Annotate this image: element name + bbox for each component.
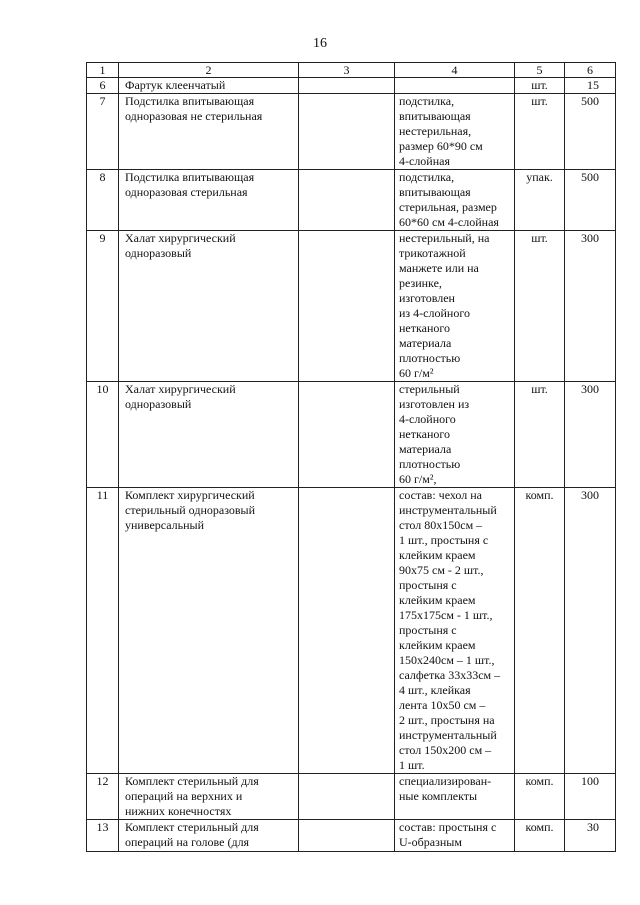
header-cell: 5 <box>515 63 565 78</box>
item-spec: специализирован- ные комплекты <box>395 774 515 820</box>
empty-cell <box>299 382 395 488</box>
item-spec: подстилка, впитывающая стерильная, размер 60*60 см 4-слойная <box>395 170 515 231</box>
empty-cell <box>299 774 395 820</box>
item-spec: стерильный изготовлен из 4-слойного нетканого материала плотностью 60 г/м², <box>395 382 515 488</box>
header-cell: 6 <box>565 63 616 78</box>
header-cell: 2 <box>119 63 299 78</box>
item-qty: 30 <box>565 820 616 852</box>
item-name: Комплект хирургический стерильный одноразовый универсальный <box>119 488 299 774</box>
table-row <box>87 94 616 170</box>
table-row <box>87 488 616 774</box>
item-spec: нестерильный, на трикотажной манжете или на резинке, изготовлен из 4-слойного нетканого материала плотностью 60 г/м² <box>395 231 515 382</box>
row-number: 6 <box>87 78 119 94</box>
item-unit: комп. <box>515 488 565 774</box>
header-cell: 4 <box>395 63 515 78</box>
row-number: 8 <box>87 170 119 231</box>
row-number: 11 <box>87 488 119 774</box>
item-unit: шт. <box>515 382 565 488</box>
item-qty: 300 <box>565 488 616 774</box>
row-number: 9 <box>87 231 119 382</box>
item-spec: состав: простыня с U-образным <box>395 820 515 852</box>
row-number: 7 <box>87 94 119 170</box>
row-number: 13 <box>87 820 119 852</box>
item-qty: 500 <box>565 170 616 231</box>
table-row <box>87 820 616 852</box>
item-name: Комплект стерильный для операций на голове (для <box>119 820 299 852</box>
table-row <box>87 774 616 820</box>
item-unit: шт. <box>515 94 565 170</box>
item-unit: комп. <box>515 820 565 852</box>
item-qty: 300 <box>565 382 616 488</box>
item-spec <box>395 78 515 94</box>
header-cell: 1 <box>87 63 119 78</box>
item-unit: шт. <box>515 78 565 94</box>
specification-table <box>86 62 616 852</box>
item-unit: шт. <box>515 231 565 382</box>
item-name: Фартук клеенчатый <box>119 78 299 94</box>
table-row <box>87 78 616 94</box>
empty-cell <box>299 170 395 231</box>
item-name: Халат хирургический одноразовый <box>119 382 299 488</box>
item-spec: подстилка, впитывающая нестерильная, размер 60*90 см 4-слойная <box>395 94 515 170</box>
item-qty: 300 <box>565 231 616 382</box>
table-header-row <box>87 63 616 78</box>
empty-cell <box>299 820 395 852</box>
header-cell: 3 <box>299 63 395 78</box>
item-unit: комп. <box>515 774 565 820</box>
empty-cell <box>299 488 395 774</box>
item-unit: упак. <box>515 170 565 231</box>
table-row <box>87 382 616 488</box>
table-row <box>87 170 616 231</box>
item-qty: 100 <box>565 774 616 820</box>
item-qty: 500 <box>565 94 616 170</box>
item-name: Подстилка впитывающая одноразовая не стерильная <box>119 94 299 170</box>
item-spec: состав: чехол на инструментальный стол 80х150см – 1 шт., простыня с клейким краем 90х75 см - 2 шт., простыня с клейким краем 175х175см - 1 шт., простыня с клейким краем 150х240см – 1 шт., салфетка 33х33см – 4 шт., клейкая лента 10х50 см – 2 шт., простыня на инструментальный стол 150х200 см – 1 шт. <box>395 488 515 774</box>
table-row <box>87 231 616 382</box>
empty-cell <box>299 78 395 94</box>
item-qty: 15 <box>565 78 616 94</box>
item-name: Комплект стерильный для операций на верхних и нижних конечностях <box>119 774 299 820</box>
item-name: Подстилка впитывающая одноразовая стерильная <box>119 170 299 231</box>
empty-cell <box>299 94 395 170</box>
row-number: 12 <box>87 774 119 820</box>
page-number: 16 <box>313 36 327 51</box>
row-number: 10 <box>87 382 119 488</box>
item-name: Халат хирургический одноразовый <box>119 231 299 382</box>
empty-cell <box>299 231 395 382</box>
